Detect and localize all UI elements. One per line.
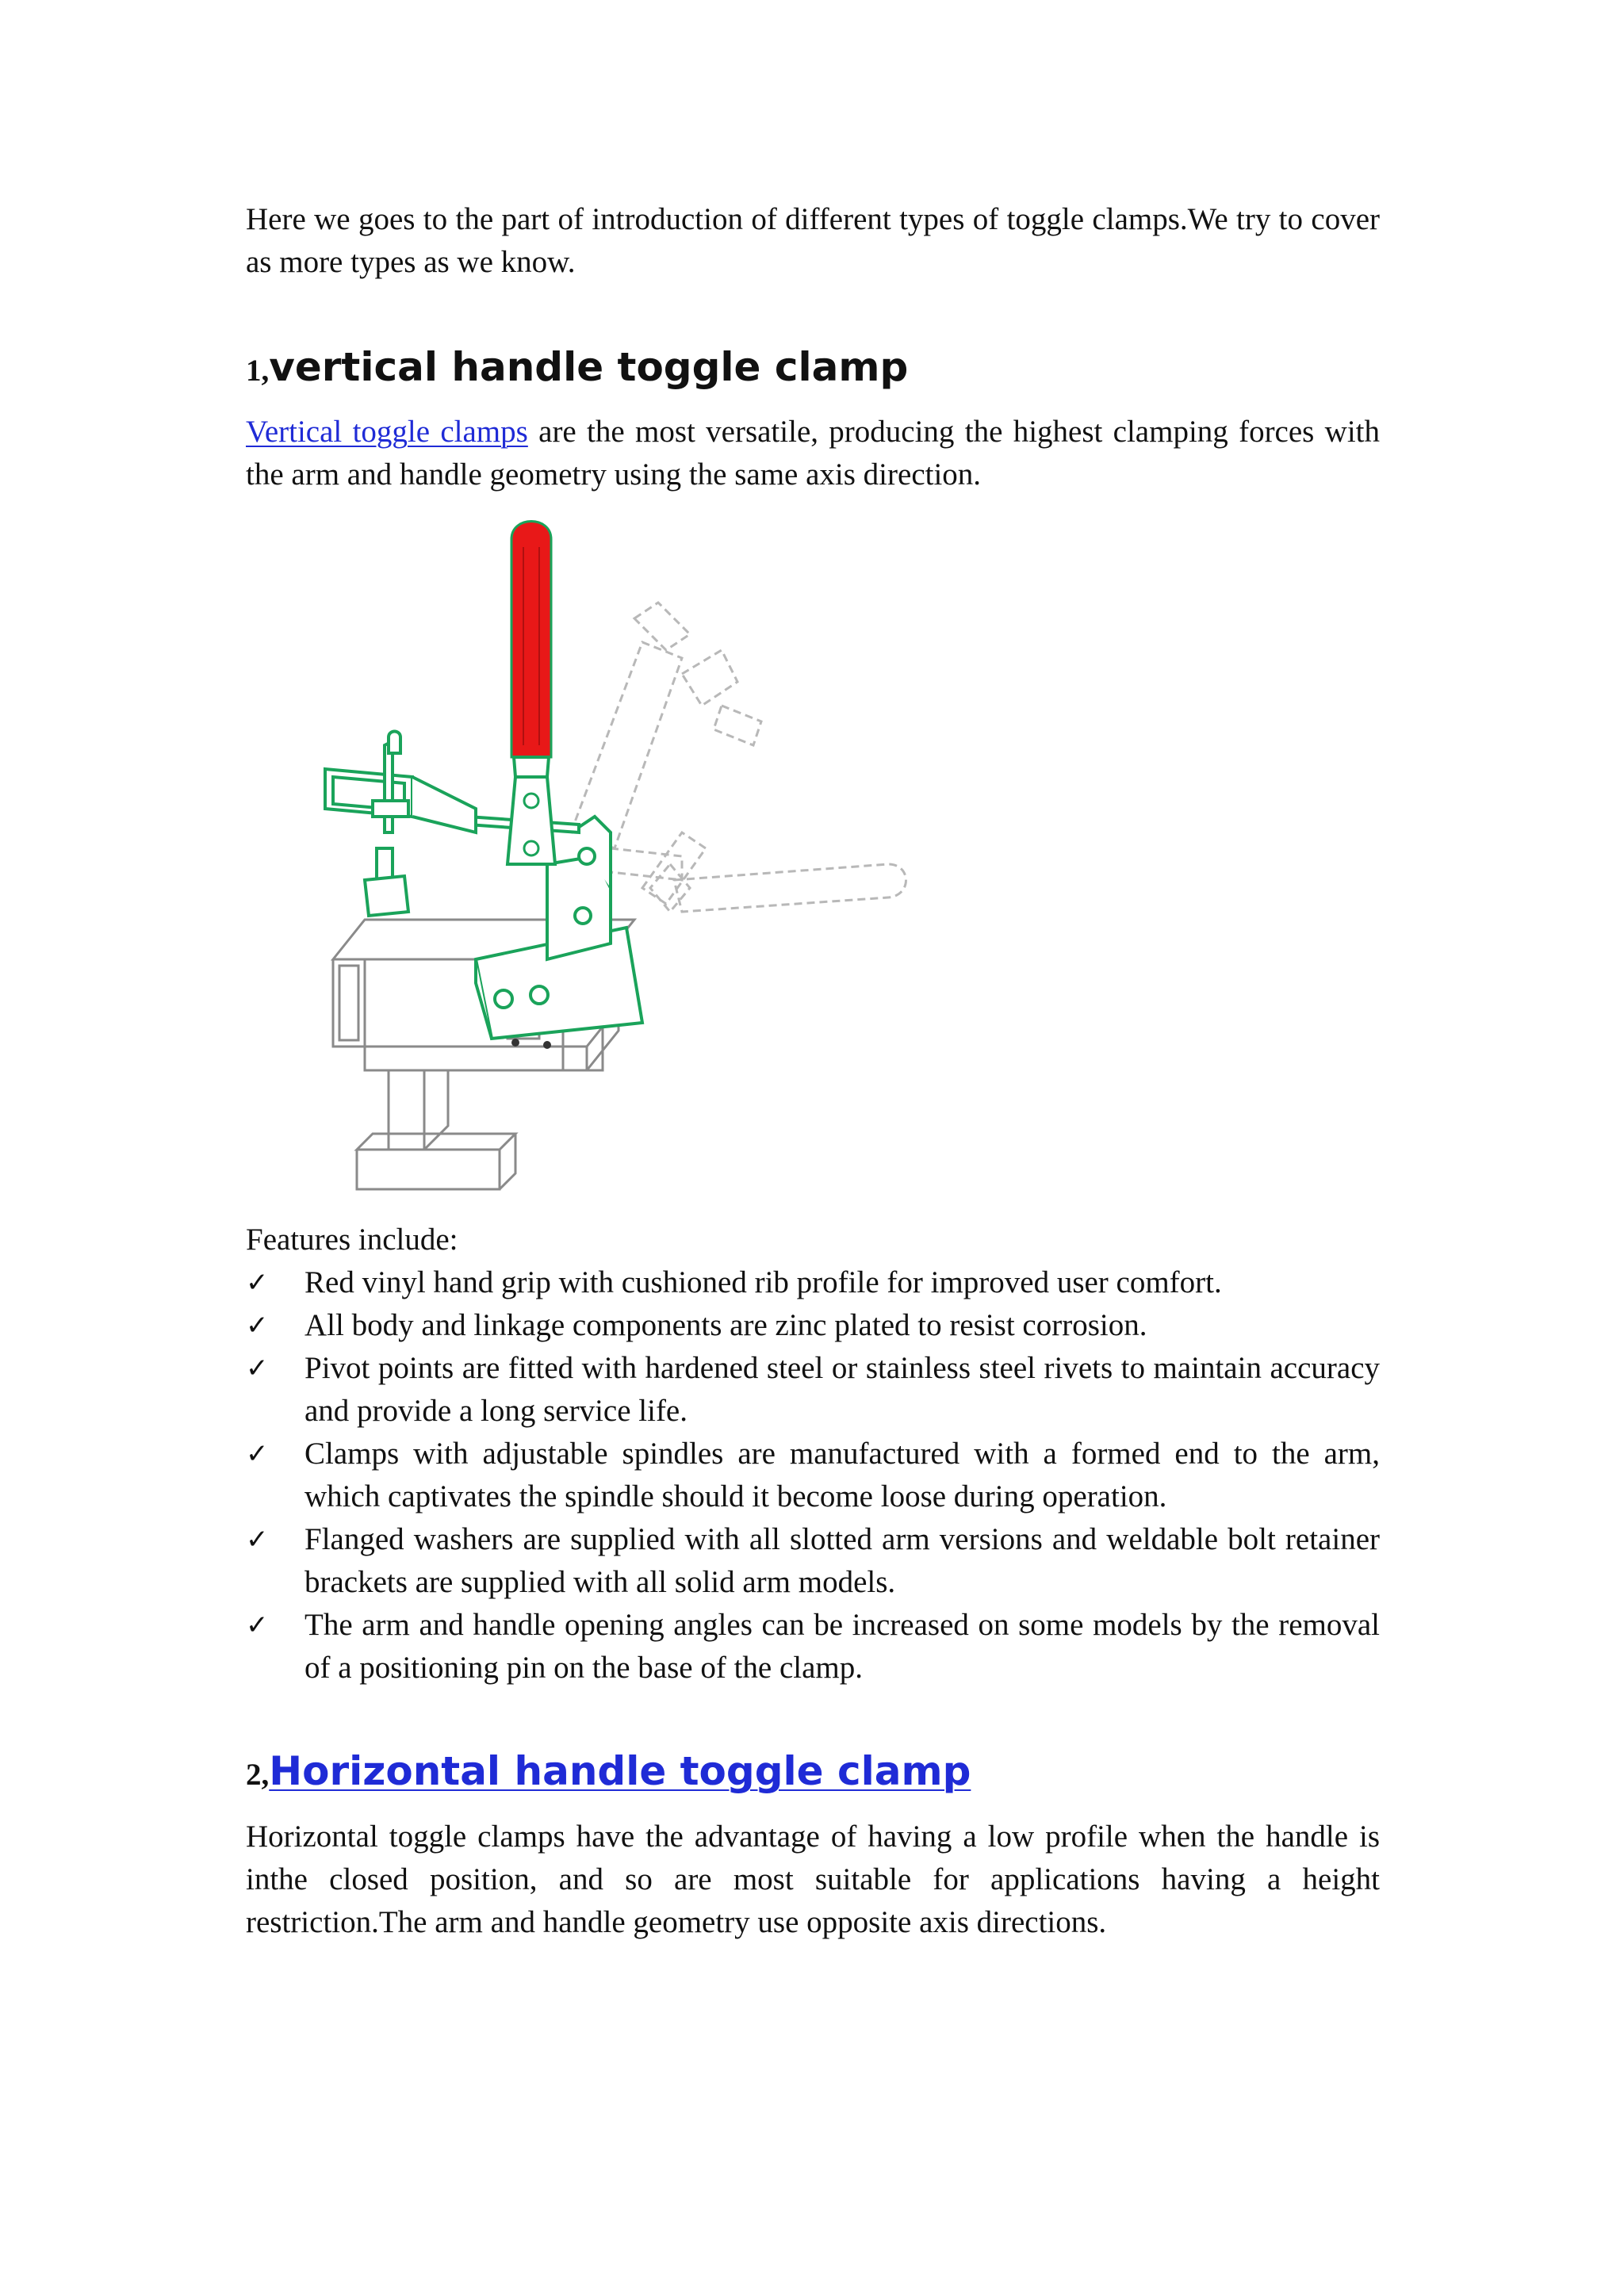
- section2-paragraph: Horizontal toggle clamps have the advantage of having a low profile when the handle is inthe closed position, and so are most suitable for applications having a height restriction.The arm and handle geometry use opposite axis directions.: [246, 1820, 1380, 1939]
- check-icon: ✓: [246, 1524, 269, 1556]
- feature-item: ✓ Flanged washers are supplied with all slotted arm versions and weldable bolt retainer brackets are supplied with all solid arm models.: [246, 1518, 1380, 1604]
- section2-heading: [246, 1743, 1380, 1803]
- clamp-body: [325, 732, 642, 1039]
- feature-item: ✓ Red vinyl hand grip with cushioned rib profile for improved user comfort.: [246, 1261, 1380, 1304]
- vertical-toggle-clamps-link[interactable]: Vertical toggle clamps: [246, 415, 528, 449]
- features-list: [246, 1261, 1380, 1689]
- section1-number: 1,: [246, 354, 270, 388]
- check-icon: ✓: [246, 1267, 269, 1299]
- intro-paragraph: Here we goes to the part of introduction of different types of toggle clamps.We try to cover as more types as we know.: [246, 202, 1380, 279]
- vertical-toggle-clamp-illustration: [309, 515, 912, 1205]
- red-hand-grip: [508, 522, 555, 865]
- open-position-ghost: [571, 603, 906, 912]
- check-icon: ✓: [246, 1353, 269, 1384]
- feature-item: ✓ All body and linkage components are zinc plated to resist corrosion.: [246, 1304, 1380, 1347]
- features-label: Features include:: [246, 1223, 458, 1257]
- feature-item: ✓ Pivot points are fitted with hardened steel or stainless steel rivets to maintain accuracy and provide a long service life.: [246, 1347, 1380, 1433]
- feature-item: ✓ Clamps with adjustable spindles are manufactured with a formed end to the arm, which captivates the spindle should it become loose during operation.: [246, 1433, 1380, 1518]
- section1-body: are the most versatile, producing the highest clamping forces with the arm and handle geometry using the same axis direction.: [246, 415, 1380, 492]
- section2-number: 2,: [246, 1758, 270, 1792]
- check-icon: ✓: [246, 1310, 269, 1341]
- check-icon: ✓: [246, 1438, 269, 1470]
- section1-paragraph: [246, 411, 1380, 496]
- section1-heading: [246, 339, 1380, 399]
- section1-title: vertical handle toggle clamp: [269, 344, 909, 390]
- horizontal-toggle-clamp-link[interactable]: Horizontal handle toggle clamp: [269, 1748, 971, 1794]
- feature-item: ✓ The arm and handle opening angles can be increased on some models by the removal of a positioning pin on the base of the clamp.: [246, 1604, 1380, 1689]
- check-icon: ✓: [246, 1609, 269, 1641]
